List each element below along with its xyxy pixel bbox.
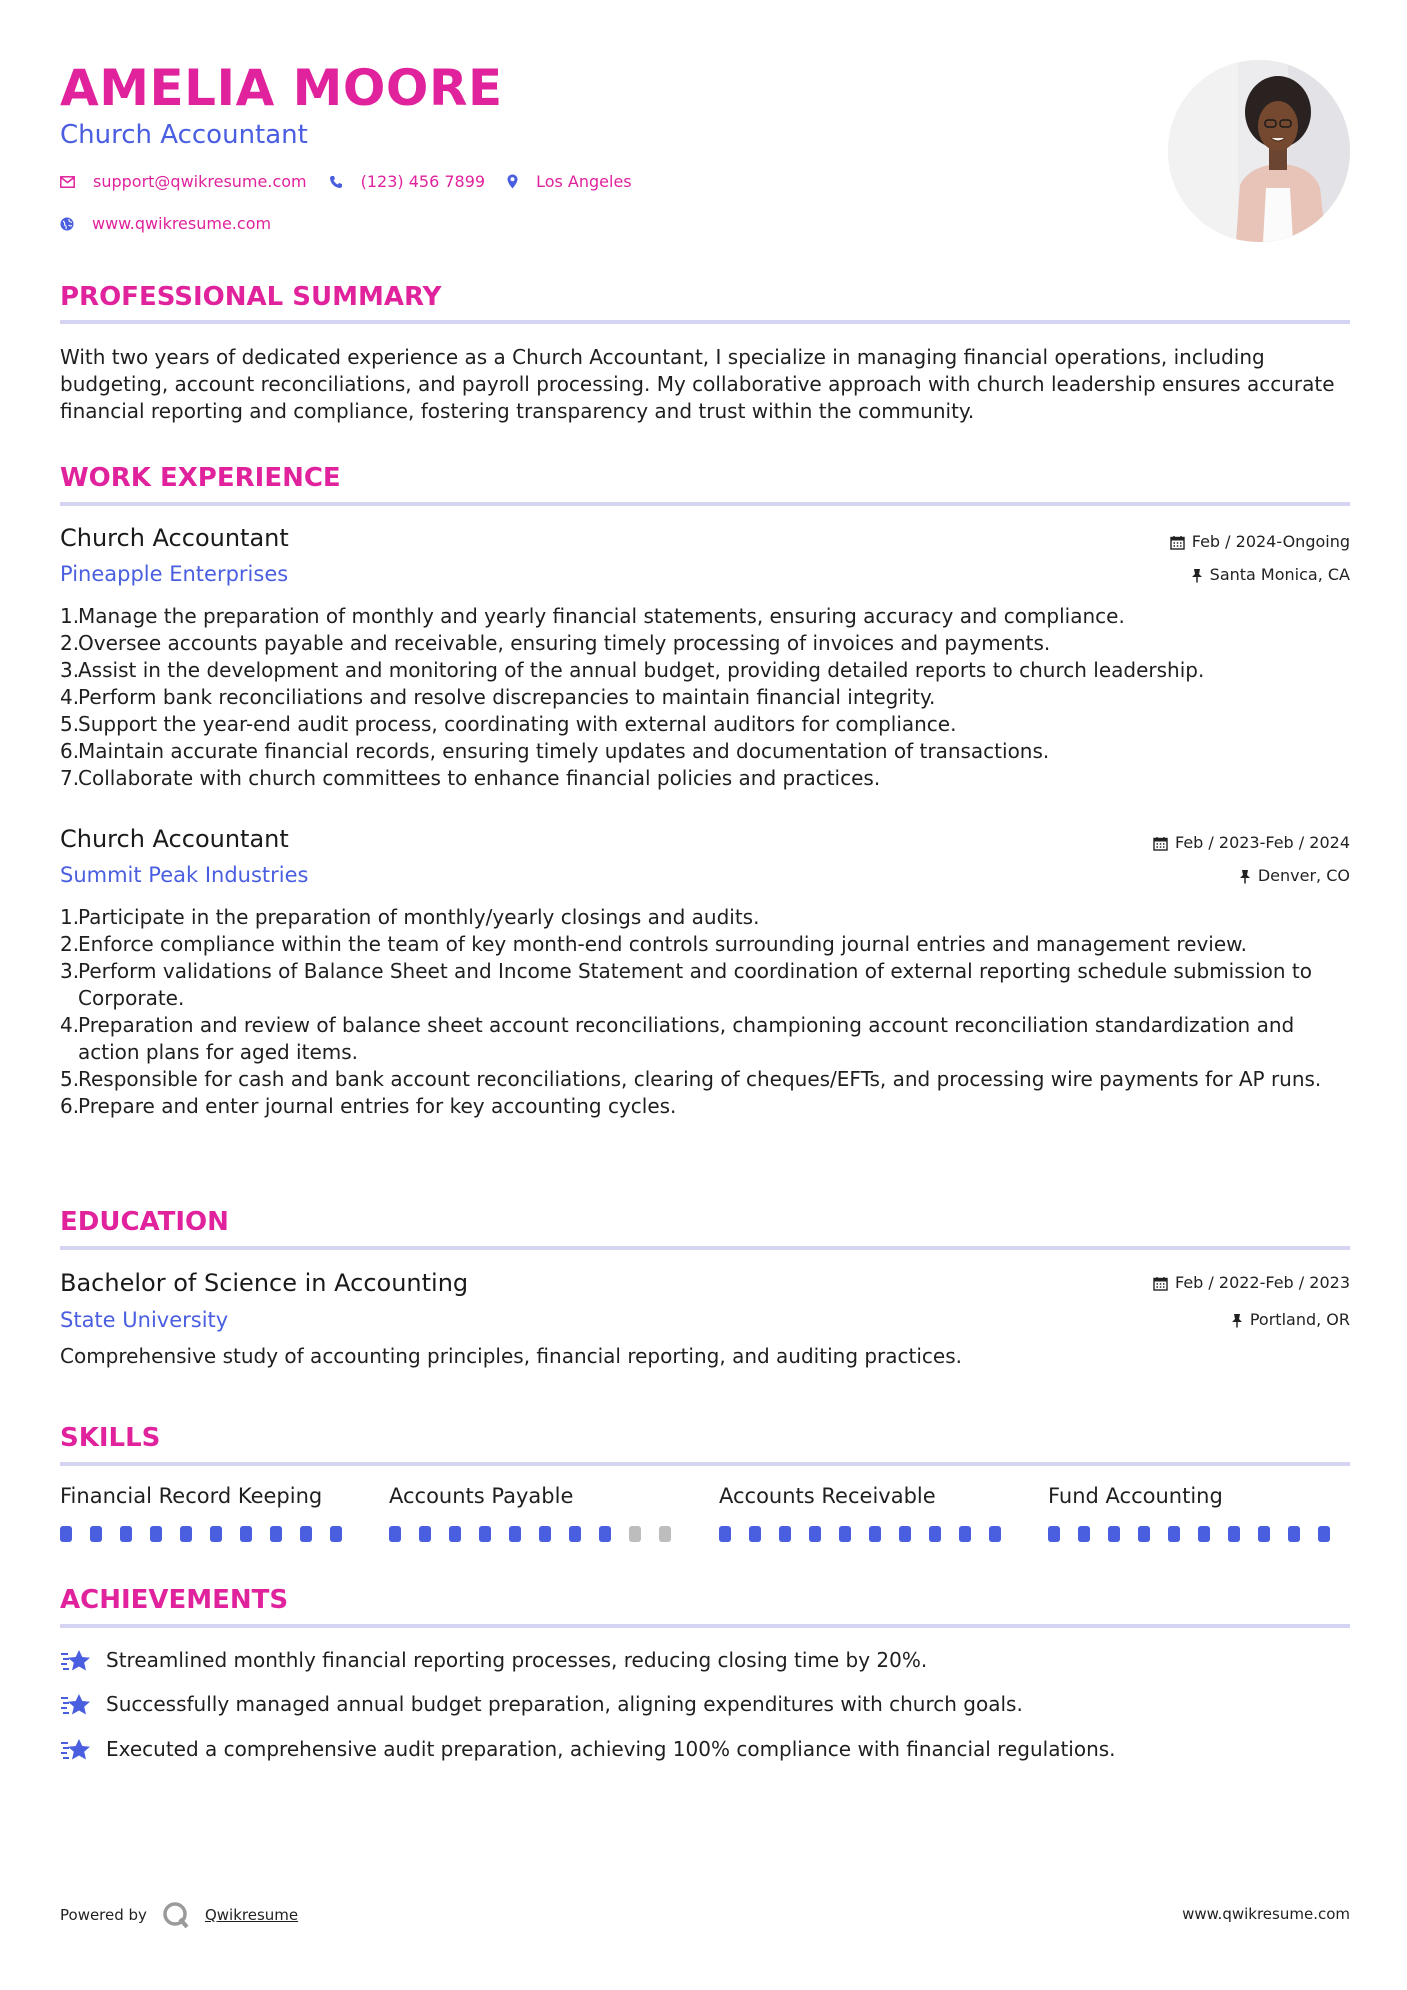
skill-dot-filled (419, 1526, 431, 1542)
footer-branding (60, 1900, 298, 1930)
phone-contact[interactable] (329, 172, 485, 191)
list-item: 3. Perform validations of Balance Sheet and Income Statement and coordination of external reporting schedule submission to Corporate. (60, 959, 1312, 1010)
skill-dot-filled (270, 1526, 282, 1542)
list-item: 7. Collaborate with church committees to enhance financial policies and practices. (60, 766, 881, 790)
list-item: 4. Preparation and review of balance sheet account reconciliations, championing account reconciliation standardization and action plans for aged items. (60, 1013, 1295, 1064)
skill-dot-filled (869, 1526, 881, 1542)
skill-dot-filled (839, 1526, 851, 1542)
skill-dot-filled (120, 1526, 132, 1542)
education-description: Comprehensive study of accounting principles, financial reporting, and auditing practices. (60, 1344, 963, 1368)
website-contact[interactable] (60, 214, 271, 233)
star-icon (60, 1692, 92, 1718)
skill-dot-filled (959, 1526, 971, 1542)
globe-icon (60, 217, 74, 231)
phone-text: (123) 456 7899 (360, 172, 486, 191)
skill-dot-filled (1108, 1526, 1120, 1542)
education-dates (1153, 1272, 1350, 1294)
pushpin-icon (1191, 568, 1203, 583)
list-item: 6. Maintain accurate financial records, ensuring timely updates and documentation of transactions. (60, 739, 1050, 763)
skill-name: Accounts Receivable (719, 1484, 936, 1508)
skill-dot-filled (929, 1526, 941, 1542)
job-1-dates-text: Feb / 2024-Ongoing (1191, 532, 1350, 551)
list-item: 1. Participate in the preparation of monthly/yearly closings and audits. (60, 905, 760, 929)
location-contact (507, 172, 632, 191)
skill-rating (389, 1526, 689, 1542)
calendar-icon (1153, 836, 1168, 851)
job-1-company: Pineapple Enterprises (60, 562, 289, 586)
calendar-icon (1153, 1276, 1168, 1291)
skill-dot-filled (1168, 1526, 1180, 1542)
skill-dot-filled (1318, 1526, 1330, 1542)
skill-dot-filled (899, 1526, 911, 1542)
skill-dot-filled (1258, 1526, 1270, 1542)
skill-dot-filled (300, 1526, 312, 1542)
skill-dot-filled (150, 1526, 162, 1542)
skill-item (60, 1482, 360, 1542)
contact-row-2 (60, 214, 293, 233)
job-2-title: Church Accountant (60, 825, 289, 853)
summary-heading: PROFESSIONAL SUMMARY (60, 282, 442, 312)
skill-dot-filled (1048, 1526, 1060, 1542)
star-icon (60, 1648, 92, 1674)
phone-icon (329, 175, 343, 189)
location-text: Los Angeles (536, 172, 632, 191)
skill-dot-filled (60, 1526, 72, 1542)
job-2-dates-text: Feb / 2023-Feb / 2024 (1175, 833, 1350, 852)
skill-dot-filled (1288, 1526, 1300, 1542)
experience-heading: WORK EXPERIENCE (60, 463, 341, 493)
achievements-heading: ACHIEVEMENTS (60, 1585, 289, 1615)
skill-dot-filled (809, 1526, 821, 1542)
skill-dot-filled (1198, 1526, 1210, 1542)
skill-name: Accounts Payable (389, 1484, 574, 1508)
candidate-name: AMELIA MOORE (60, 59, 503, 117)
skill-item (719, 1482, 1019, 1542)
skills-divider (60, 1462, 1350, 1466)
summary-divider (60, 320, 1350, 324)
skill-dot-filled (779, 1526, 791, 1542)
experience-divider (60, 502, 1350, 506)
achievements-divider (60, 1624, 1350, 1628)
skill-dot-filled (509, 1526, 521, 1542)
skill-dot-filled (210, 1526, 222, 1542)
job-1-location-text: Santa Monica, CA (1209, 565, 1350, 584)
education-location-text: Portland, OR (1249, 1310, 1350, 1329)
achievement-item: Executed a comprehensive audit preparation, achieving 100% compliance with financial regulations. (60, 1736, 1116, 1763)
skill-dot-filled (1078, 1526, 1090, 1542)
skills-heading: SKILLS (60, 1423, 161, 1453)
skill-dot-filled (479, 1526, 491, 1542)
education-divider (60, 1246, 1350, 1250)
qwikresume-logo-icon (161, 1900, 191, 1930)
skill-rating (719, 1526, 1019, 1542)
skill-rating (60, 1526, 360, 1542)
pushpin-icon (1231, 1313, 1243, 1328)
skill-dot-filled (719, 1526, 731, 1542)
envelope-icon (60, 176, 75, 188)
brand-link[interactable]: Qwikresume (204, 1906, 299, 1924)
list-item: 4. Perform bank reconciliations and resolve discrepancies to maintain financial integrity. (60, 685, 936, 709)
skill-dot-filled (749, 1526, 761, 1542)
skill-dot-filled (1138, 1526, 1150, 1542)
skill-dot-filled (989, 1526, 1001, 1542)
achievement-item: Streamlined monthly financial reporting processes, reducing closing time by 20%. (60, 1647, 927, 1674)
skill-item (389, 1482, 689, 1542)
powered-by-label: Powered by (60, 1906, 147, 1924)
skill-dot-empty (659, 1526, 671, 1542)
email-contact[interactable] (60, 172, 307, 191)
list-item: 2. Enforce compliance within the team of key month-end controls surrounding journal entries and management review. (60, 932, 1248, 956)
job-2-location-text: Denver, CO (1257, 866, 1350, 885)
skill-dot-filled (240, 1526, 252, 1542)
list-item: 3. Assist in the development and monitoring of the annual budget, providing detailed reports to church leadership. (60, 658, 1205, 682)
map-pin-icon (507, 174, 518, 189)
job-2-bullets (60, 904, 1350, 1120)
footer-website[interactable]: www.qwikresume.com (1182, 1905, 1350, 1923)
list-item: 5. Responsible for cash and bank account reconciliations, clearing of cheques/EFTs, and processing wire payments for AP runs. (60, 1067, 1322, 1091)
degree-title: Bachelor of Science in Accounting (60, 1269, 469, 1297)
skill-dot-filled (180, 1526, 192, 1542)
education-dates-text: Feb / 2022-Feb / 2023 (1175, 1273, 1350, 1292)
job-1-location (1191, 564, 1350, 586)
skill-rating (1048, 1526, 1348, 1542)
skill-name: Financial Record Keeping (60, 1484, 323, 1508)
skill-dot-filled (389, 1526, 401, 1542)
skill-dot-filled (569, 1526, 581, 1542)
job-2-company: Summit Peak Industries (60, 863, 309, 887)
job-1-dates (1170, 531, 1350, 553)
website-text: www.qwikresume.com (92, 214, 272, 233)
pushpin-icon (1239, 869, 1251, 884)
skill-dot-filled (90, 1526, 102, 1542)
calendar-icon (1170, 535, 1185, 550)
profile-photo (1168, 60, 1350, 242)
skill-dot-filled (539, 1526, 551, 1542)
candidate-role: Church Accountant (60, 120, 308, 150)
skill-item (1048, 1482, 1348, 1542)
education-heading: EDUCATION (60, 1207, 229, 1237)
skill-dot-filled (330, 1526, 342, 1542)
contact-row-1 (60, 172, 654, 191)
skill-dot-empty (629, 1526, 641, 1542)
job-1-title: Church Accountant (60, 524, 289, 552)
email-text: support@qwikresume.com (93, 172, 307, 191)
achievement-item: Successfully managed annual budget preparation, aligning expenditures with church goals. (60, 1691, 1023, 1718)
skill-dot-filled (449, 1526, 461, 1542)
list-item: 2. Oversee accounts payable and receivable, ensuring timely processing of invoices and payments. (60, 631, 1051, 655)
list-item: 1. Manage the preparation of monthly and yearly financial statements, ensuring accuracy and compliance. (60, 604, 1125, 628)
job-1-bullets (60, 603, 1350, 792)
list-item: 6. Prepare and enter journal entries for key accounting cycles. (60, 1094, 677, 1118)
profile-photo-illustration (1168, 60, 1350, 242)
star-icon (60, 1737, 92, 1763)
education-location (1231, 1309, 1350, 1331)
summary-text: With two years of dedicated experience as a Church Accountant, I specialize in managing financial operations, including budgeting, account reconciliations, and payroll processing. My collaborative approach with church leadership ensures accurate financial reporting and compliance, fostering transparency and trust within the community. (60, 345, 1335, 423)
skill-dot-filled (1228, 1526, 1240, 1542)
skill-dot-filled (599, 1526, 611, 1542)
job-2-dates (1153, 832, 1350, 854)
list-item: 5. Support the year-end audit process, coordinating with external auditors for compliance. (60, 712, 957, 736)
school-name: State University (60, 1308, 229, 1332)
skill-name: Fund Accounting (1048, 1484, 1223, 1508)
job-2-location (1239, 865, 1350, 887)
